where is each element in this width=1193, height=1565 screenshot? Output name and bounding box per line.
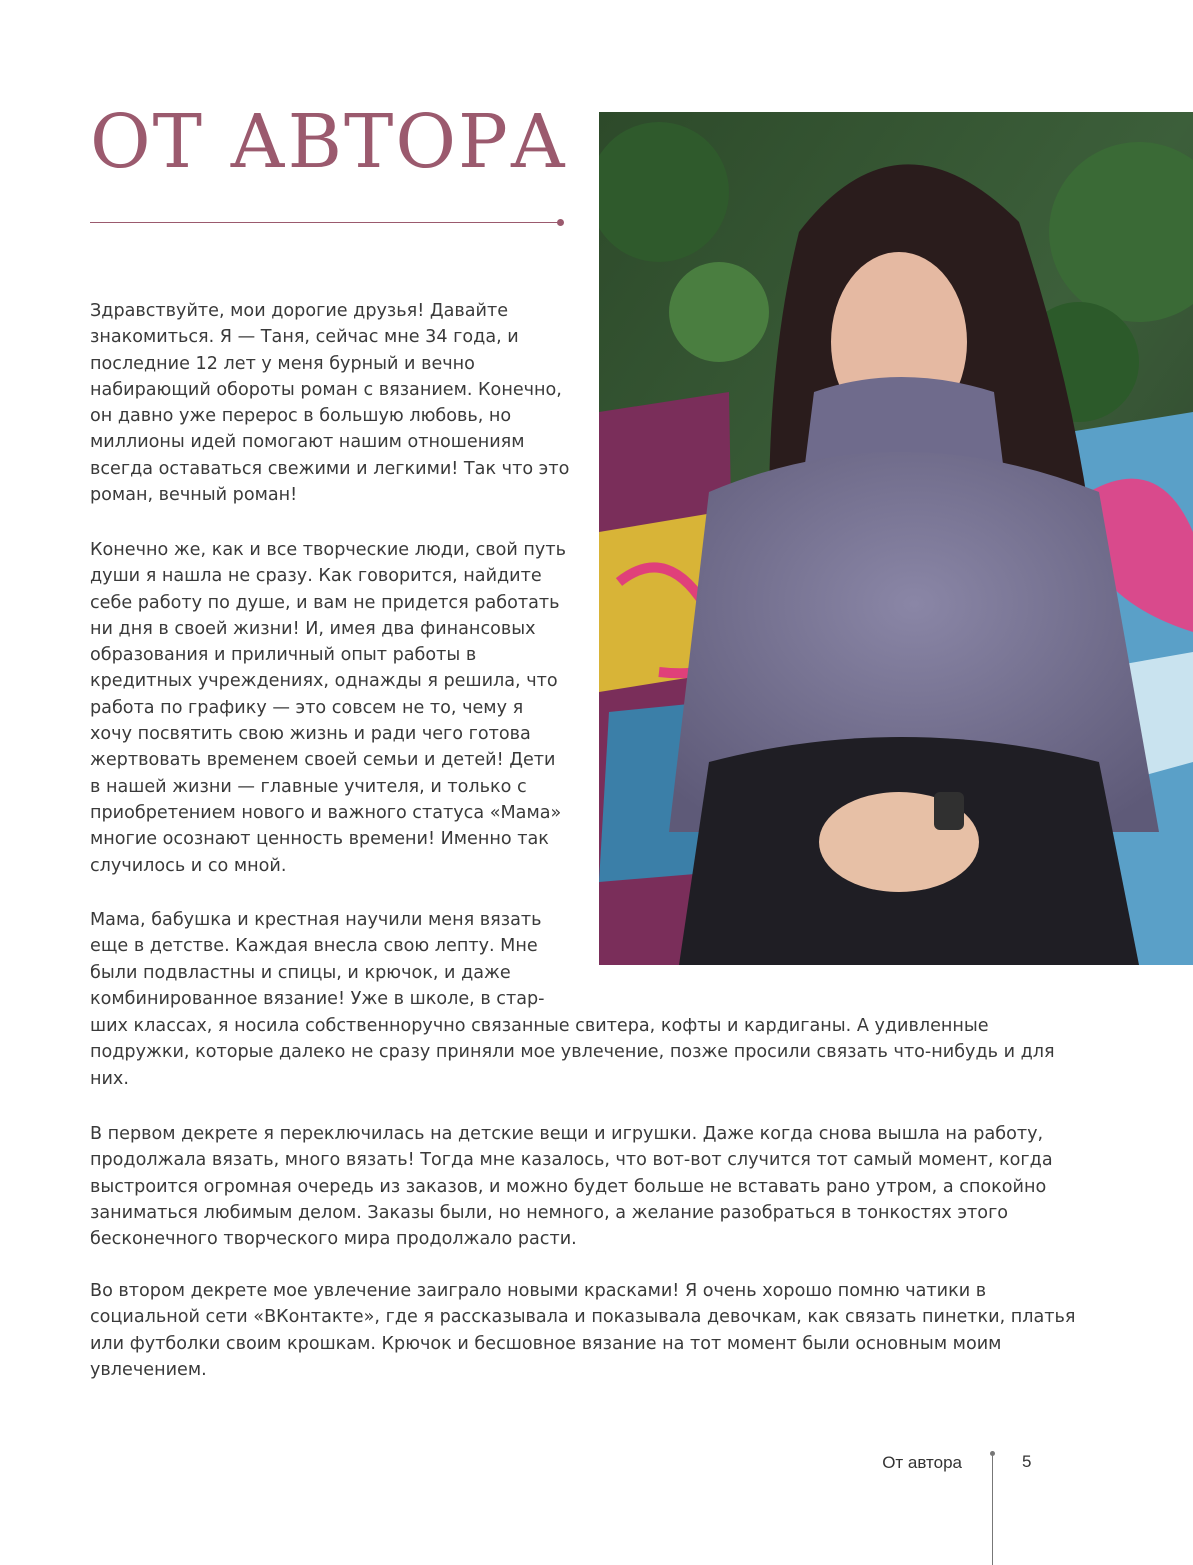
title-divider-dot [557,219,564,226]
paragraph-2: Конечно же, как и все творческие люди, свой путь души я нашла не сразу. Как говорится, найдите себе работу по душе, и вам не придется работать ни дня в своей жизни! И, имея два финансовых образования и приличный опыт работы в кредитных учреждениях, однажды я решила, что работа по графику — это совсем не то, чему я хочу посвятить свою жизнь и ради чего готова жертвовать временем своей семьи и детей! Дети в нашей жизни — главные учителя, и только с приобретением нового и важного статуса «Мама» многие осознают ценность времени! Именно так случилось и со мной. [90,540,566,876]
footer-section-label: От автора [882,1453,962,1472]
paragraph-5: Во втором декрете мое увлечение заиграло новыми красками! Я очень хорошо помню чатики в социальной сети «ВКонтакте», где я рассказывала и показывала девочкам, как связать пинетки, платья или футболки своим крошкам. Крючок и бесшовное вязание на тот момент были основным моим увлечением. [90,1281,1076,1380]
paragraph-1: Здравствуйте, мои дорогие друзья! Давайте знакомиться. Я — Таня, сейчас мне 34 года, и последние 12 лет у меня бурный и вечно набирающий обороты роман с вязанием. Конечно, он давно уже перерос в большую любовь, но миллионы идей помогают нашим отношениям всегда оставаться свежими и легкими! Так что это роман, вечный роман! [90,301,570,506]
author-photo [599,112,1193,965]
page-number: 5 [1022,1452,1032,1471]
title-divider [90,222,560,223]
footer-divider [992,1455,993,1565]
paragraph-3-start: Мама, бабушка и крестная научили меня вязать еще в детстве. Каждая внесла свою лепту. Мне были подвластны и спицы, и крючок, и даже комбинированное вязание! Уже в школе, в стар- [90,910,545,1009]
paragraph-4: В первом декрете я переключилась на детские вещи и игрушки. Даже когда снова вышла на работу, продолжала вязать, много вязать! Тогда мне казалось, что вот-вот случится тот самый момент, когда выстроится огромная очередь из заказов, и можно будет больше не вставать рано утром, а спокойно заниматься любимым делом. Заказы были, но немного, а желание разобраться в тонкостях этого бесконечного творческого мира продолжало расти. [90,1124,1053,1250]
paragraph-3-continued: ших классах, я носила собственноручно связанные свитера, кофты и кардиганы. А удивленные подружки, которые далеко не сразу приняли мое увлечение, позже просили связать что-нибудь и для них. [90,1016,1055,1089]
page-title: ОТ АВТОРА [90,99,568,185]
